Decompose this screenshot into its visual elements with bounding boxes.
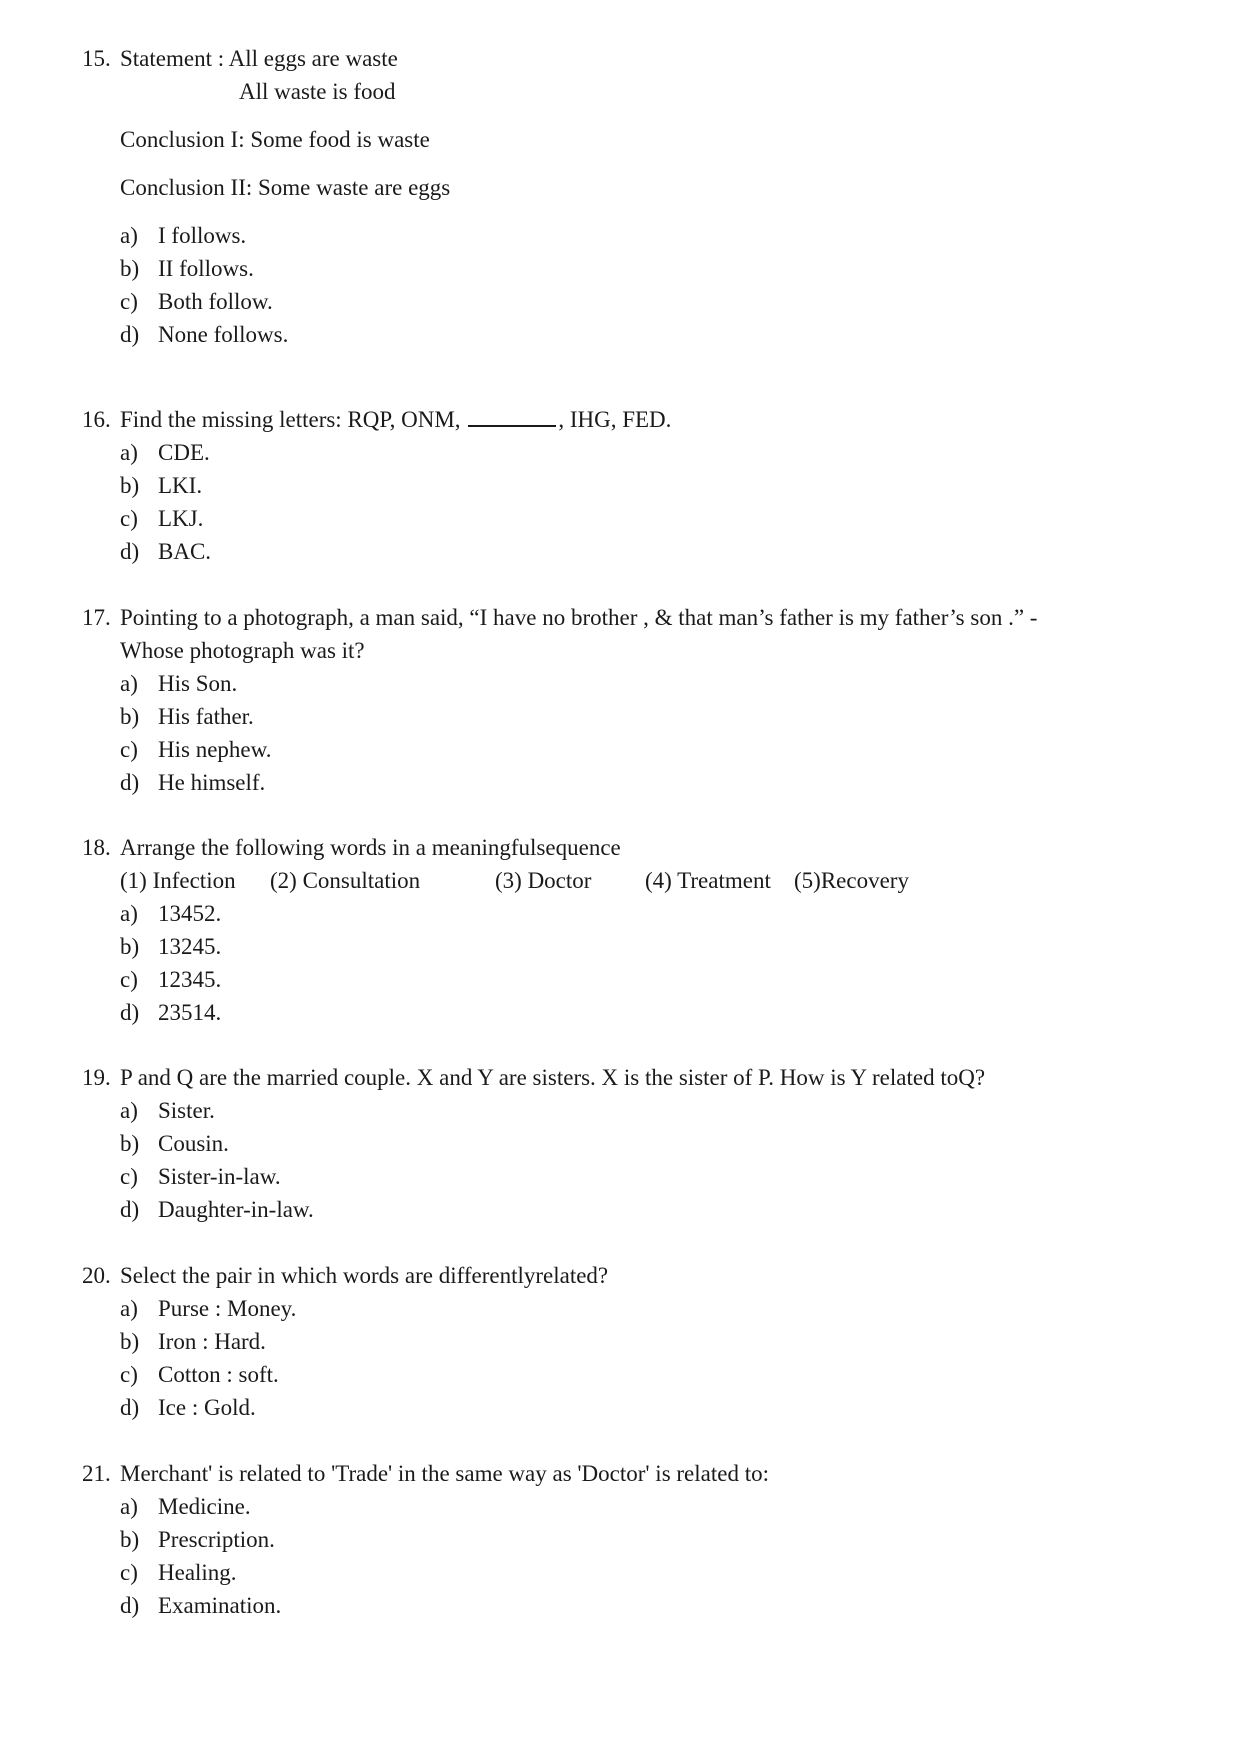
option-a[interactable] <box>120 1490 1162 1523</box>
option-letter: d) <box>120 1000 140 1025</box>
option-text: His father. <box>158 704 254 729</box>
option-d[interactable] <box>120 1391 1162 1424</box>
question-19-stem <box>82 1061 1162 1094</box>
option-c[interactable] <box>120 1160 1162 1193</box>
option-letter: c) <box>120 506 138 531</box>
option-letter: d) <box>120 770 140 795</box>
option-c[interactable] <box>120 1556 1162 1589</box>
stem-line-1: Pointing to a photograph, a man said, “I have no brother , & that man’s father is my father’s son .” - <box>120 605 1038 630</box>
question-number: 19. <box>82 1065 111 1090</box>
option-letter: a) <box>120 1296 138 1321</box>
option-text: Iron : Hard. <box>158 1329 266 1354</box>
option-c[interactable] <box>120 1358 1162 1391</box>
option-letter: d) <box>120 1197 140 1222</box>
option-letter: b) <box>120 256 140 281</box>
option-letter: c) <box>120 1362 138 1387</box>
option-text: 23514. <box>158 1000 222 1025</box>
option-text: Daughter-in-law. <box>158 1197 314 1222</box>
option-text: Cousin. <box>158 1131 229 1156</box>
option-text: Cotton : soft. <box>158 1362 279 1387</box>
question-18 <box>82 831 1162 1029</box>
option-letter: a) <box>120 671 138 696</box>
sequence-item-2: (2) Consultation <box>270 868 421 893</box>
question-number: 18. <box>82 835 111 860</box>
option-text: Sister-in-law. <box>158 1164 281 1189</box>
question-stem: Arrange the following words in a meaningfulsequence <box>120 835 621 860</box>
question-19 <box>82 1061 1162 1226</box>
option-c[interactable] <box>120 285 1162 318</box>
option-letter: b) <box>120 1527 140 1552</box>
stem-after-blank: , IHG, FED. <box>558 407 672 432</box>
option-text: I follows. <box>158 223 247 248</box>
option-text: 13452. <box>158 901 222 926</box>
option-b[interactable] <box>120 1523 1162 1556</box>
option-c[interactable] <box>120 733 1162 766</box>
conclusion-1: Conclusion I: Some food is waste <box>120 127 430 152</box>
option-d[interactable] <box>120 766 1162 799</box>
option-c[interactable] <box>120 963 1162 996</box>
option-b[interactable] <box>120 700 1162 733</box>
statement-line-1: Statement : All eggs are waste <box>120 46 398 71</box>
answer-blank <box>468 403 556 427</box>
option-letter: d) <box>120 322 140 347</box>
question-number: 20. <box>82 1263 111 1288</box>
question-21-stem <box>82 1457 1162 1490</box>
statement-line-2: All waste is food <box>239 79 396 104</box>
question-20-stem <box>82 1259 1162 1292</box>
option-text: None follows. <box>158 322 289 347</box>
option-text: LKI. <box>158 473 203 498</box>
option-d[interactable] <box>120 1193 1162 1226</box>
sequence-item-3: (3) Doctor <box>495 868 592 893</box>
option-letter: d) <box>120 539 140 564</box>
sequence-item-5: (5)Recovery <box>794 868 909 893</box>
option-letter: d) <box>120 1593 140 1618</box>
option-letter: b) <box>120 473 140 498</box>
option-d[interactable] <box>120 1589 1162 1622</box>
question-number: 15. <box>82 46 111 71</box>
option-text: Purse : Money. <box>158 1296 297 1321</box>
option-letter: a) <box>120 1098 138 1123</box>
sequence-items <box>120 864 1162 897</box>
option-letter: b) <box>120 704 140 729</box>
option-letter: c) <box>120 737 138 762</box>
option-text: CDE. <box>158 440 210 465</box>
option-letter: a) <box>120 901 138 926</box>
option-a[interactable] <box>120 436 1162 469</box>
option-b[interactable] <box>120 252 1162 285</box>
option-letter: b) <box>120 934 140 959</box>
option-c[interactable] <box>120 502 1162 535</box>
question-stem: Merchant' is related to 'Trade' in the same way as 'Doctor' is related to: <box>120 1461 769 1486</box>
option-a[interactable] <box>120 667 1162 700</box>
sequence-item-4: (4) Treatment <box>645 868 771 893</box>
question-16 <box>82 403 1162 568</box>
option-d[interactable] <box>120 535 1162 568</box>
option-text: II follows. <box>158 256 254 281</box>
sequence-item-1: (1) Infection <box>120 868 236 893</box>
option-letter: c) <box>120 289 138 314</box>
question-number: 17. <box>82 605 111 630</box>
stem-before-blank: Find the missing letters: RQP, ONM, <box>120 407 461 432</box>
question-number: 16. <box>82 407 111 432</box>
question-stem <box>120 601 1162 667</box>
option-letter: c) <box>120 967 138 992</box>
options-list <box>120 667 1162 799</box>
option-d[interactable] <box>120 996 1162 1029</box>
options-list <box>120 436 1162 568</box>
question-15-stem <box>82 42 1162 75</box>
question-17 <box>82 601 1162 799</box>
question-17-stem <box>82 601 1162 667</box>
option-text: Medicine. <box>158 1494 251 1519</box>
options-list <box>120 1292 1162 1424</box>
option-letter: b) <box>120 1131 140 1156</box>
option-text: Examination. <box>158 1593 282 1618</box>
options-list <box>120 1490 1162 1622</box>
option-letter: c) <box>120 1560 138 1585</box>
options-list <box>120 897 1162 1029</box>
option-text: His nephew. <box>158 737 272 762</box>
option-b[interactable] <box>120 930 1162 963</box>
option-a[interactable] <box>120 1094 1162 1127</box>
conclusion-2: Conclusion II: Some waste are eggs <box>120 175 451 200</box>
option-text: His Son. <box>158 671 238 696</box>
question-stem: P and Q are the married couple. X and Y are sisters. X is the sister of P. How is Y related toQ? <box>120 1065 986 1090</box>
option-text: BAC. <box>158 539 212 564</box>
option-text: Sister. <box>158 1098 215 1123</box>
option-letter: c) <box>120 1164 138 1189</box>
option-text: Ice : Gold. <box>158 1395 256 1420</box>
stem-line-2: Whose photograph was it? <box>120 638 365 663</box>
option-letter: b) <box>120 1329 140 1354</box>
option-b[interactable] <box>120 1127 1162 1160</box>
option-a[interactable] <box>120 1292 1162 1325</box>
option-a[interactable] <box>120 219 1162 252</box>
question-18-stem <box>82 831 1162 864</box>
option-letter: a) <box>120 223 138 248</box>
options-list <box>120 1094 1162 1226</box>
option-b[interactable] <box>120 469 1162 502</box>
option-letter: d) <box>120 1395 140 1420</box>
option-text: Both follow. <box>158 289 273 314</box>
option-a[interactable] <box>120 897 1162 930</box>
question-21 <box>82 1457 1162 1622</box>
option-letter: a) <box>120 1494 138 1519</box>
option-text: LKJ. <box>158 506 204 531</box>
question-number: 21. <box>82 1461 111 1486</box>
option-text: He himself. <box>158 770 266 795</box>
option-text: Prescription. <box>158 1527 275 1552</box>
option-text: 13245. <box>158 934 222 959</box>
question-15 <box>82 42 1162 351</box>
question-stem: Select the pair in which words are differentlyrelated? <box>120 1263 609 1288</box>
option-text: 12345. <box>158 967 222 992</box>
option-text: Healing. <box>158 1560 237 1585</box>
options-list <box>120 219 1162 351</box>
question-20 <box>82 1259 1162 1424</box>
option-letter: a) <box>120 440 138 465</box>
option-b[interactable] <box>120 1325 1162 1358</box>
question-16-stem <box>82 403 1162 436</box>
question-stem <box>120 403 1162 436</box>
option-d[interactable] <box>120 318 1162 351</box>
